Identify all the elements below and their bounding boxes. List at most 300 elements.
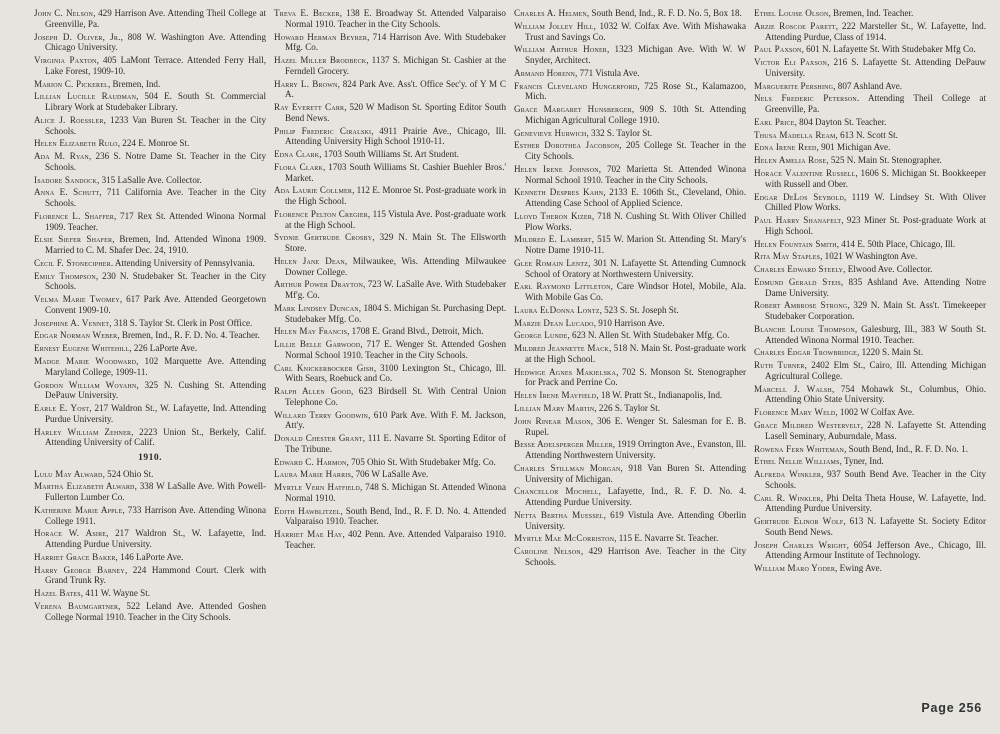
entry-name: Marzie Dean Lucado [514, 317, 594, 328]
entry-details: , 733 Harrison Ave. Attending Winona College 1911. [45, 504, 266, 526]
directory-entry [34, 234, 266, 255]
entry-name: Grace Margaret Hunsberger [514, 104, 632, 115]
directory-entry [754, 420, 986, 441]
entry-name: Ethel Nellie Williams [754, 456, 840, 467]
entry-name: Lulu May Alward [34, 468, 103, 479]
entry-details: , 325 N. Cushing St. Attending DePauw University. [45, 379, 266, 401]
directory-entry [34, 528, 266, 549]
entry-name: Hedwige Agnes Makielska [514, 366, 617, 377]
directory-entry [274, 232, 506, 253]
directory-entry [754, 44, 986, 55]
entry-details: , 524 Ohio St. [102, 468, 154, 479]
entry-name: Charles Edgar Trowbridge [754, 347, 858, 358]
directory-entry [514, 21, 746, 42]
directory-entry [274, 386, 506, 407]
entry-name: Horace W. Asire [34, 528, 107, 539]
entry-name: Horace Valentine Russell [754, 168, 856, 179]
column-1 [34, 8, 266, 625]
entry-details: , 1119 W. Lindsey St. With Oliver Chilled Plow Works. [765, 191, 986, 213]
entry-name: Gordon William Woyahn [34, 379, 137, 390]
entry-details: , 804 Dayton St. Teacher. [794, 116, 887, 127]
entry-details: , 1804 S. Michigan St. Purchasing Dept. Studebaker Mfg. Co. [285, 302, 506, 324]
directory-entry [34, 469, 266, 480]
directory-entry [514, 128, 746, 139]
directory-entry [274, 482, 506, 503]
directory-entry [754, 130, 986, 141]
entry-details: , 2223 Union St., Berkely, Calif. Attending University of Calif. [45, 426, 267, 448]
column-4 [754, 8, 986, 576]
directory-entry [754, 469, 986, 490]
directory-entry [274, 457, 506, 468]
entry-name: Edgar Norman Weber [34, 330, 118, 341]
entry-details: , South Bend, Ind., R. F. D. No. 1. [844, 443, 968, 454]
entry-name: Gertrude Elinor Wolf [754, 516, 844, 527]
entry-details: , 718 N. Cushing St. With Oliver Chilled Plow Works. [525, 210, 746, 232]
entry-details: , 520 W Madison St. Sporting Editor South Bend News. [285, 102, 506, 123]
entry-name: Anna E. Schutt [34, 187, 100, 198]
entry-details: , 338 W LaSalle Ave. With Powell-Fullerton Lumber Co. [45, 481, 266, 503]
entry-details: , 610 Park Ave. With F. M. Jackson, Att'y. [285, 409, 506, 431]
year-heading: 1910. [138, 452, 162, 463]
directory-entry [514, 403, 746, 414]
entry-name: Verena Baumgartner [34, 601, 119, 612]
entry-details: , 1220 S. Main St. [857, 347, 923, 358]
entry-details: , 723 W. LaSalle Ave. With Studebaker Mf'g. Co. [285, 279, 507, 300]
entry-name: Edmund Gerald Steis [754, 276, 841, 287]
entry-name: Helen Amelia Rose [754, 155, 827, 166]
entry-details: , 146 LaPorte Ave. [115, 551, 184, 562]
entry-details: , 617 Park Ave. Attended Georgetown Convent 1909-10. [45, 294, 266, 315]
directory-entry [274, 410, 506, 431]
entry-details: , 901 Michigan Ave. [816, 142, 891, 153]
entry-details: , 226 LaPorte Ave. [129, 343, 198, 354]
entry-details: , 711 California Ave. Teacher in the City Schools. [45, 187, 266, 209]
directory-entry [34, 356, 266, 377]
entry-details: , 1021 W Washington Ave. [820, 251, 918, 262]
entry-details: , 522 Leland Ave. Attended Goshen College Normal 1910. Teacher in the City Schools. [45, 601, 266, 622]
directory-entry [514, 81, 746, 102]
entry-name: Thusa Madella Ream [754, 129, 836, 140]
entry-details: , 717 Rex St. Attended Winona Normal 1909. Teacher. [45, 210, 266, 232]
entry-details: , Galesburg, Ill., 383 W South St. Attended Winona Normal 1910. Teacher. [765, 323, 986, 345]
entry-details: , 601 N. Lafayette St. With Studebaker Mfg Co. [801, 44, 976, 55]
entry-details: , 301 N. Lafayette St. Attending Cumnock School of Oratory at Northwestern University. [525, 257, 746, 279]
entry-details: , 2402 Elm St., Cairo, Ill. Attending Michigan Agricultural College. [765, 360, 986, 381]
entry-name: Harriet Grace Baker [34, 551, 116, 562]
directory-entry [274, 256, 506, 277]
directory-entry [34, 318, 266, 329]
entry-details: , 115 Vistula Ave. Post-graduate work at the High School. [285, 208, 506, 230]
directory-entry [274, 149, 506, 160]
entry-name: Howard Herman Beyrer [274, 31, 368, 42]
directory-entry [274, 469, 506, 480]
entry-details: , 429 Harrison Ave. Teacher in the City Schools. [525, 546, 746, 567]
entry-name: Laura Marie Harris [274, 469, 352, 480]
entry-name: Chancellor Mochell [514, 486, 599, 497]
directory-entry [514, 140, 746, 161]
entry-details: , 217 Waldron St., W. Lafayette, Ind. Attending Purdue University. [45, 528, 267, 550]
entry-details: , Ewing Ave. [835, 563, 882, 574]
directory-entry [754, 300, 986, 321]
directory-entry [34, 258, 266, 269]
directory-entry [754, 239, 986, 250]
entry-name: Charles A. Helmen [514, 8, 587, 18]
entry-details: , 402 Penn. Ave. Attended Valparaiso 1910. Teacher. [285, 529, 506, 550]
entry-name: Glee Romain Lentz [514, 257, 589, 268]
entry-name: Grace Mildred Westervelt [754, 420, 861, 431]
directory-entry [514, 367, 746, 388]
entry-details: , 1708 E. Grand Blvd., Detroit, Mich. [347, 326, 484, 337]
entry-details: , 112 E. Monroe St. Post-graduate work in the High School. [285, 185, 507, 206]
entry-details: , 111 E. Navarre St. Sporting Editor of The Tribune. [285, 433, 506, 454]
directory-entry [274, 363, 506, 384]
entry-details: , 405 LaMont Terrace. Attended Ferry Hall, Lake Forest, 1909-10. [45, 55, 266, 76]
entry-details: , South Bend, Ind., R. F. D. No. 5, Box 18. [586, 8, 742, 18]
directory-entry [754, 93, 986, 114]
entry-details: , 525 N. Main St. Stenographer. [826, 155, 942, 166]
entry-name: Myrtle Vern Hatfield [274, 482, 361, 493]
entry-name: William Arthur Honer [514, 44, 608, 55]
entry-details: , 224 Hammond Court. Clerk with Grand Trunk Ry. [45, 564, 266, 586]
entry-details: , 702 Marietta St. Attended Winona Normal School 1910. Teacher in the City Schools. [525, 163, 746, 185]
entry-name: Carl Knickerbocker Gish [274, 362, 374, 373]
directory-entry [514, 305, 746, 316]
entry-name: Arthur Power Drayton [274, 279, 364, 290]
entry-details: , Tyner, Ind. [839, 456, 884, 467]
entry-name: Edgar DeLos Seybold [754, 191, 844, 202]
entry-details: , 1703 South Williams St. Cashier Buehler Bros.' Market. [285, 161, 506, 183]
entry-name: Ralph Allen Good [274, 386, 351, 397]
directory-entry [514, 510, 746, 531]
directory-entry [514, 44, 746, 65]
entry-name: Florence L. Shaffer [34, 210, 114, 221]
directory-entry [34, 79, 266, 90]
directory-entry [754, 407, 986, 418]
entry-details: , 228 N. Lafayette St. Attending Lasell Seminary, Auburndale, Mass. [765, 420, 986, 441]
directory-entry [754, 347, 986, 358]
entry-name: Lillian Mary Martin [514, 403, 595, 414]
directory-entry [754, 264, 986, 275]
entry-details: , Bremen, Ind., R. F. D. No. 4. Teacher. [117, 330, 260, 341]
directory-entry [514, 390, 746, 401]
entry-details: , 807 Ashland Ave. [833, 80, 903, 91]
entry-name: Harriet Mae Hay [274, 529, 343, 540]
entry-name: Helen Irene Mayfield [514, 390, 597, 401]
entry-name: Marcell J. Walsh [754, 383, 832, 394]
directory-entry [34, 175, 266, 186]
entry-name: Donald Chester Grant [274, 433, 363, 444]
entry-details: , 515 W. Marion St. Attending St. Mary's Notre Dame 1910-11. [525, 234, 746, 256]
entry-name: Lillie Belle Garwood [274, 339, 361, 350]
directory-entry [274, 32, 506, 53]
entry-name: Charles Edward Steely [754, 264, 844, 275]
entry-name: Arzie Roscoe Parett [754, 20, 836, 31]
directory-entry [34, 32, 266, 53]
entry-name: Helen May Francis [274, 326, 348, 337]
entry-name: Mildred Jeannette Mack [514, 343, 609, 354]
directory-entry [34, 55, 266, 76]
entry-name: Madge Marie Woodward [34, 356, 137, 367]
directory-entry [34, 601, 266, 622]
entry-details: , 717 E. Wenger St. Attended Goshen Normal School 1910. Teacher in the City Schools. [285, 339, 506, 360]
directory-entry [754, 81, 986, 92]
entry-details: , 414 E. 50th Place, Chicago, Ill. [836, 238, 956, 249]
entry-details: , 226 S. Taylor St. [594, 403, 661, 414]
entry-details: , 771 Vistula Ave. [575, 67, 640, 78]
entry-name: Ernest Eugene Whitehill [34, 343, 130, 354]
directory-entry [274, 209, 506, 230]
directory-entry [754, 192, 986, 213]
entry-details: , 613 N. Lafayette St. Society Editor South Bend News. [765, 516, 987, 537]
entry-details: , 429 Harrison Ave. Attending Theil College at Greenville, Pa. [45, 8, 267, 29]
entry-name: Francis Cleveland Hungerford [514, 80, 638, 91]
entry-details: , 706 W LaSalle Ave. [351, 469, 429, 480]
entry-name: Florence Pelton Cregier [274, 208, 368, 219]
entry-details: . Attending Theil College at Greenville, Pa. [765, 93, 986, 115]
directory-entry [34, 343, 266, 354]
entry-details: , 1703 South Williams St. Art Student. [319, 149, 459, 159]
entry-details: , Care Windsor Hotel, Mobile, Ala. With Mobile Gas Co. [525, 281, 746, 303]
directory-entry [34, 151, 266, 172]
entry-name: Rowena Fern Whiteman [754, 443, 845, 454]
entry-name: William Jolley Hill [514, 20, 594, 31]
directory-entry [34, 91, 266, 112]
directory-entry [514, 234, 746, 255]
directory-entry [754, 444, 986, 455]
entry-details: , Bremen, Ind. Attended Winona 1909. Married to C. M. Shafer Dec. 24, 1910. [45, 234, 266, 256]
directory-entry [514, 416, 746, 437]
entry-details: , 1323 Michigan Ave. With W. W Snyder, Architect. [525, 44, 746, 65]
directory-entry [754, 142, 986, 153]
entry-name: Mildred E. Lambert [514, 234, 592, 245]
entry-name: Willard Terry Goodwin [274, 409, 369, 420]
entry-name: Sydnie Gertrude Crosby [274, 232, 373, 243]
directory-entry [34, 330, 266, 341]
directory-entry [34, 138, 266, 149]
entry-name: Velma Marie Twomey [34, 294, 120, 305]
directory-entry [274, 185, 506, 206]
entry-details: , 315 LaSalle Ave. Collector. [97, 174, 202, 185]
directory-entry [754, 215, 986, 236]
entry-details: , 1002 W Colfax Ave. [835, 407, 915, 418]
directory-entry [274, 79, 506, 100]
directory-entry [274, 303, 506, 324]
entry-name: Charles Stillman Morgan [514, 462, 621, 473]
entry-details: , 619 Vistula Ave. Attending Oberlin University. [525, 509, 747, 531]
entry-details: , 115 E. Navarre St. Teacher. [614, 533, 719, 544]
entry-details: , 329 N. Main St. Ass't. Timekeeper Studebaker Corporation. [765, 300, 986, 322]
directory-entry [34, 427, 266, 448]
directory-entry [34, 588, 266, 599]
entry-details: , 824 Park Ave. Ass't. Office Sec'y. of Y M C A. [285, 78, 506, 100]
directory-entry [34, 505, 266, 526]
entry-name: Ada Laurie Collmer [274, 185, 353, 196]
entry-details: , 714 Harrison Ave. With Studebaker Mfg. Co. [285, 31, 506, 53]
entry-name: Helen Fountain Smith [754, 238, 837, 249]
directory-entry [274, 529, 506, 550]
entry-name: Isadore Sandock [34, 174, 98, 185]
entry-name: Victor Eli Paxson [754, 57, 828, 68]
entry-details: , 1919 Orrington Ave., Evanston, Ill. Attending Northwestern University. [525, 439, 746, 461]
entry-details: , 725 Rose St., Kalamazoo, Mich. [525, 80, 746, 102]
entry-name: Genevieve Hurwich [514, 127, 587, 138]
entry-name: Alfreda Winkler [754, 469, 822, 480]
directory-entry [34, 565, 266, 586]
entry-name: Marguerite Pershing [754, 80, 834, 91]
entry-name: Joseph D. Oliver, Jr. [34, 31, 121, 42]
directory-entry [274, 339, 506, 360]
entry-name: Florence Mary Weld [754, 407, 836, 418]
directory-entry [274, 162, 506, 183]
entry-name: Flora Clark [274, 161, 323, 172]
entry-details: , 623 N. Allen St. With Studebaker Mfg. Co. [567, 330, 730, 341]
directory-entry [514, 439, 746, 460]
entry-details: , Bremen, Ind. [107, 78, 161, 89]
entry-name: Paul Paxson [754, 44, 802, 55]
entry-details: , 236 S. Notre Dame St. Teacher in the City Schools. [45, 151, 266, 172]
entry-name: Ada M. Ryan [34, 151, 89, 162]
directory-entry [274, 55, 506, 76]
entry-name: Philip Frederic Ciralski [274, 125, 372, 136]
directory-entry [754, 277, 986, 298]
entry-details: , 6054 Jefferson Ave., Chicago, Ill. Attending Armour Institute of Technology. [765, 539, 986, 561]
directory-entry [754, 117, 986, 128]
entry-name: Josephine A. Vennet [34, 317, 110, 328]
entry-details: , 909 S. 10th St. Attending Michigan Agricultural College 1910. [525, 104, 746, 125]
entry-details: , 754 Mohawk St., Columbus, Ohio. Attending Ohio State University. [765, 383, 986, 405]
entry-name: Nels Frederic Peterson [754, 93, 857, 104]
entry-name: Katherine Marie Apple [34, 504, 123, 515]
directory-entry [274, 326, 506, 337]
entry-details: , 332 S. Taylor St. [586, 127, 653, 138]
entry-name: Mark Lindsey Duncan [274, 302, 359, 313]
entry-name: Esther Dorothea Jacobson [514, 140, 620, 151]
directory-entry [514, 343, 746, 364]
directory-entry [34, 294, 266, 315]
entry-details: , 1606 S. Michigan St. Bookkeeper with Russell and Ober. [765, 168, 986, 189]
entry-details: , 518 N. Main St. Post-graduate work at the High School. [525, 343, 746, 364]
entry-name: Joseph Charles Wright [754, 539, 847, 550]
entry-name: Rita May Staples [754, 251, 821, 262]
directory-entry [514, 533, 746, 544]
entry-name: Treva E. Becker [274, 8, 340, 18]
entry-details: , 4911 Prairie Ave., Chicago, Ill. Attending University High School 1910-11. [285, 125, 506, 147]
entry-details: , 224 E. Monroe St. [117, 138, 190, 149]
entry-details: , 613 N. Scott St. [835, 129, 898, 140]
directory-entry [34, 211, 266, 232]
directory-entry [34, 481, 266, 502]
entry-details: , 306 E. Wenger St. Salesman for E. B. Rupel. [525, 415, 746, 437]
entry-name: Martha Elizabeth Alward [34, 481, 135, 492]
directory-entry [754, 324, 986, 345]
entry-name: John C. Nelson [34, 8, 94, 18]
directory-entry [514, 463, 746, 484]
directory-entry [754, 155, 986, 166]
entry-name: Hazel Miller Brodbeck [274, 55, 367, 65]
directory-entry [514, 8, 746, 19]
entry-name: Ruth Turner [754, 360, 805, 371]
entry-name: Earl Raymond Littleton [514, 281, 611, 292]
entry-details: , Elwood Ave. Collector. [843, 264, 933, 275]
entry-name: Helen Jane Dean [274, 255, 345, 266]
directory-entry [514, 187, 746, 208]
directory-entry [514, 281, 746, 302]
entry-details: , 217 Waldron St., W. Lafayette, Ind. Attending Purdue University. [45, 403, 266, 424]
entry-details: , 623 Birdsell St. With Central Union Telephone Co. [285, 386, 506, 407]
directory-entry [754, 493, 986, 514]
entry-details: , 138 E. Broadway St. Attended Valparaiso Normal 1910. Teacher in the City Schools. [285, 8, 506, 29]
directory-entry [754, 456, 986, 467]
entry-details: , Lafayette, Ind., R. F. D. No. 4. Attending Purdue University. [525, 486, 746, 508]
entry-details: , 748 S. Michigan St. Attended Winona Normal 1910. [285, 482, 507, 503]
directory-entry [754, 168, 986, 189]
entry-name: Earle E. Yost [34, 403, 90, 414]
entry-name: Ray Everett Carr [274, 102, 345, 112]
entry-details: , 523 S. St. Joseph St. [599, 304, 679, 315]
directory-entry [514, 546, 746, 567]
entry-name: Elsie Siefer Shafer [34, 234, 113, 245]
entry-details: , 937 South Bend Ave. Teacher in the City Schools. [765, 469, 987, 490]
directory-entry [754, 516, 986, 537]
entry-name: Caroline Nelson [514, 546, 581, 557]
entry-details: , 702 S. Monson St. Stenographer for Prack and Perrine Co. [525, 366, 747, 388]
directory-entry [274, 102, 506, 123]
entry-name: Emily Thompson [34, 270, 96, 281]
column-3 [514, 8, 746, 570]
entry-name: Marion C. Pickerel [34, 78, 108, 89]
entry-name: Laura ElDonna Lontz [514, 304, 600, 315]
entry-details: , 923 Miner St. Post-graduate Work at High School. [765, 215, 987, 236]
entry-name: Harry George Barney [34, 564, 125, 575]
entry-details: , Milwaukee, Wis. Attending Milwaukee Downer College. [285, 255, 506, 277]
entry-name: Edith Hawblitzel [274, 505, 341, 516]
entry-name: Harry L. Brown [274, 78, 338, 89]
directory-entry [34, 115, 266, 136]
entry-details: , 705 Ohio St. With Studebaker Mfg. Co. [346, 456, 496, 467]
entry-details: , 318 S. Taylor St. Clerk in Post Office. [109, 317, 253, 328]
entry-details: , 910 Harrison Ave. [593, 317, 665, 328]
entry-name: Kenneth Despres Kahn [514, 187, 604, 198]
directory-entry [274, 506, 506, 527]
entry-name: Ethel Louise Olson [754, 8, 829, 18]
entry-details: , 329 N. Main St. The Ellsworth Store. [285, 232, 506, 253]
directory-entry [514, 211, 746, 232]
directory-entry [754, 21, 986, 42]
entry-name: Earl Price [754, 116, 795, 127]
entry-details: , 222 Marsteller St., W. Lafayette, Ind. Attending Purdue, Class of 1914. [765, 20, 986, 42]
entry-name: Alice J. Roessler [34, 114, 104, 125]
directory-entry [514, 164, 746, 185]
directory-entry [514, 318, 746, 329]
directory-entry [514, 330, 746, 341]
directory-entry [514, 104, 746, 125]
entry-details: , 205 College St. Teacher in the City Schools. [525, 140, 746, 162]
directory-entry [514, 486, 746, 507]
directory-entry [754, 251, 986, 262]
directory-entry [34, 380, 266, 401]
entry-name: Carl R. Winkler [754, 492, 821, 503]
entry-details: , 835 Ashland Ave. Attending Notre Dame University. [765, 276, 986, 298]
entry-name: Blanche Louise Thompson [754, 323, 855, 334]
directory-entry [274, 433, 506, 454]
column-2 [274, 8, 506, 553]
entry-details: , 1233 Van Buren St. Teacher in the City Schools. [45, 114, 266, 136]
entry-details: , Bremen, Ind. Teacher. [828, 8, 914, 18]
entry-details: , 216 S. Lafayette St. Attending DePauw University. [765, 57, 986, 78]
entry-name: Robert Ambrose Strong [754, 300, 848, 311]
entry-name: Edna Clark [274, 149, 320, 159]
entry-details: , 504 E. South St. Commercial Library Work at Studebaker Library. [45, 91, 266, 112]
